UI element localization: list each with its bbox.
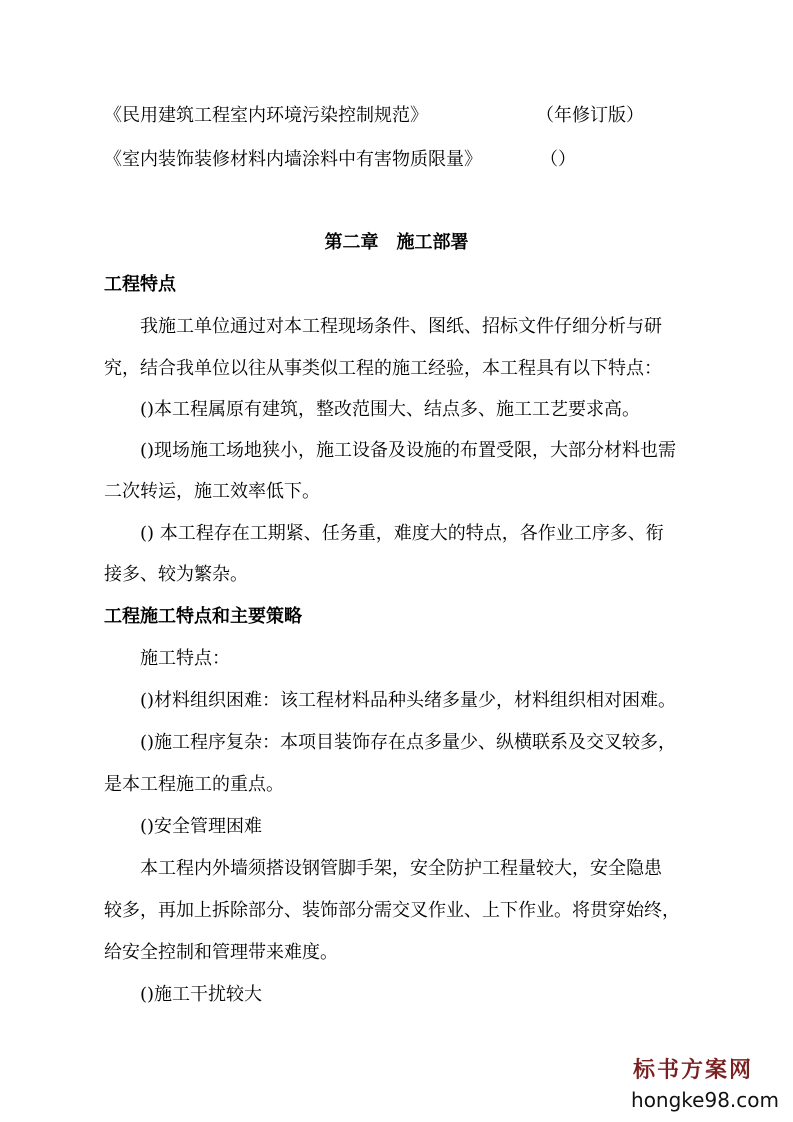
paragraph-line: 我施工单位通过对本工程现场条件、图纸、招标文件仔细分析与研 [140, 316, 662, 337]
paragraph-line: 施工特点： [140, 648, 230, 669]
paragraph-line: 是本工程施工的重点。 [104, 774, 284, 795]
list-item-line: ()施工干扰较大 [140, 984, 263, 1005]
paragraph-line: 较多，再加上拆除部分、装饰部分需交叉作业、上下作业。将贯穿始终， [104, 900, 680, 921]
paragraph-line: 接多、较为繁杂。 [104, 564, 248, 585]
list-item-line: () 本工程存在工期紧、任务重，难度大的特点，各作业工序多、衔 [140, 523, 664, 544]
list-item-line: ()材料组织困难：该工程材料品种头绪多量少，材料组织相对困难。 [140, 690, 677, 711]
watermark-url: hongke98.com [631, 1088, 779, 1112]
paragraph-line: 二次转运，施工效率低下。 [104, 481, 320, 502]
list-item-line: ()施工程序复杂：本项目装饰存在点多量少、纵横联系及交叉较多， [140, 732, 677, 753]
reference-note-2: （） [540, 149, 576, 170]
reference-title-1: 《民用建筑工程室内环境污染控制规范》 [104, 105, 428, 126]
paragraph-line: 本工程内外墙须搭设钢管脚手架，安全防护工程量较大，安全隐患 [140, 858, 662, 879]
paragraph-line: 给安全控制和管理带来难度。 [104, 942, 338, 963]
reference-title-2: 《室内装饰装修材料内墙涂料中有害物质限量》 [104, 149, 482, 170]
section-heading-project-features: 工程特点 [104, 274, 176, 295]
reference-note-1: （年修订版） [536, 105, 644, 126]
section-heading-construction-strategy: 工程施工特点和主要策略 [104, 606, 302, 627]
list-item-line: ()安全管理困难 [140, 816, 263, 837]
chapter-title: 第二章 施工部署 [324, 232, 469, 253]
list-item-line: ()本工程属原有建筑，整改范围大、结点多、施工工艺要求高。 [140, 399, 641, 420]
watermark-brand: 标书方案网 [632, 1058, 753, 1083]
list-item-line: ()现场施工场地狭小，施工设备及设施的布置受限，大部分材料也需 [140, 440, 677, 461]
paragraph-line: 究，结合我单位以往从事类似工程的施工经验，本工程具有以下特点： [104, 358, 662, 379]
